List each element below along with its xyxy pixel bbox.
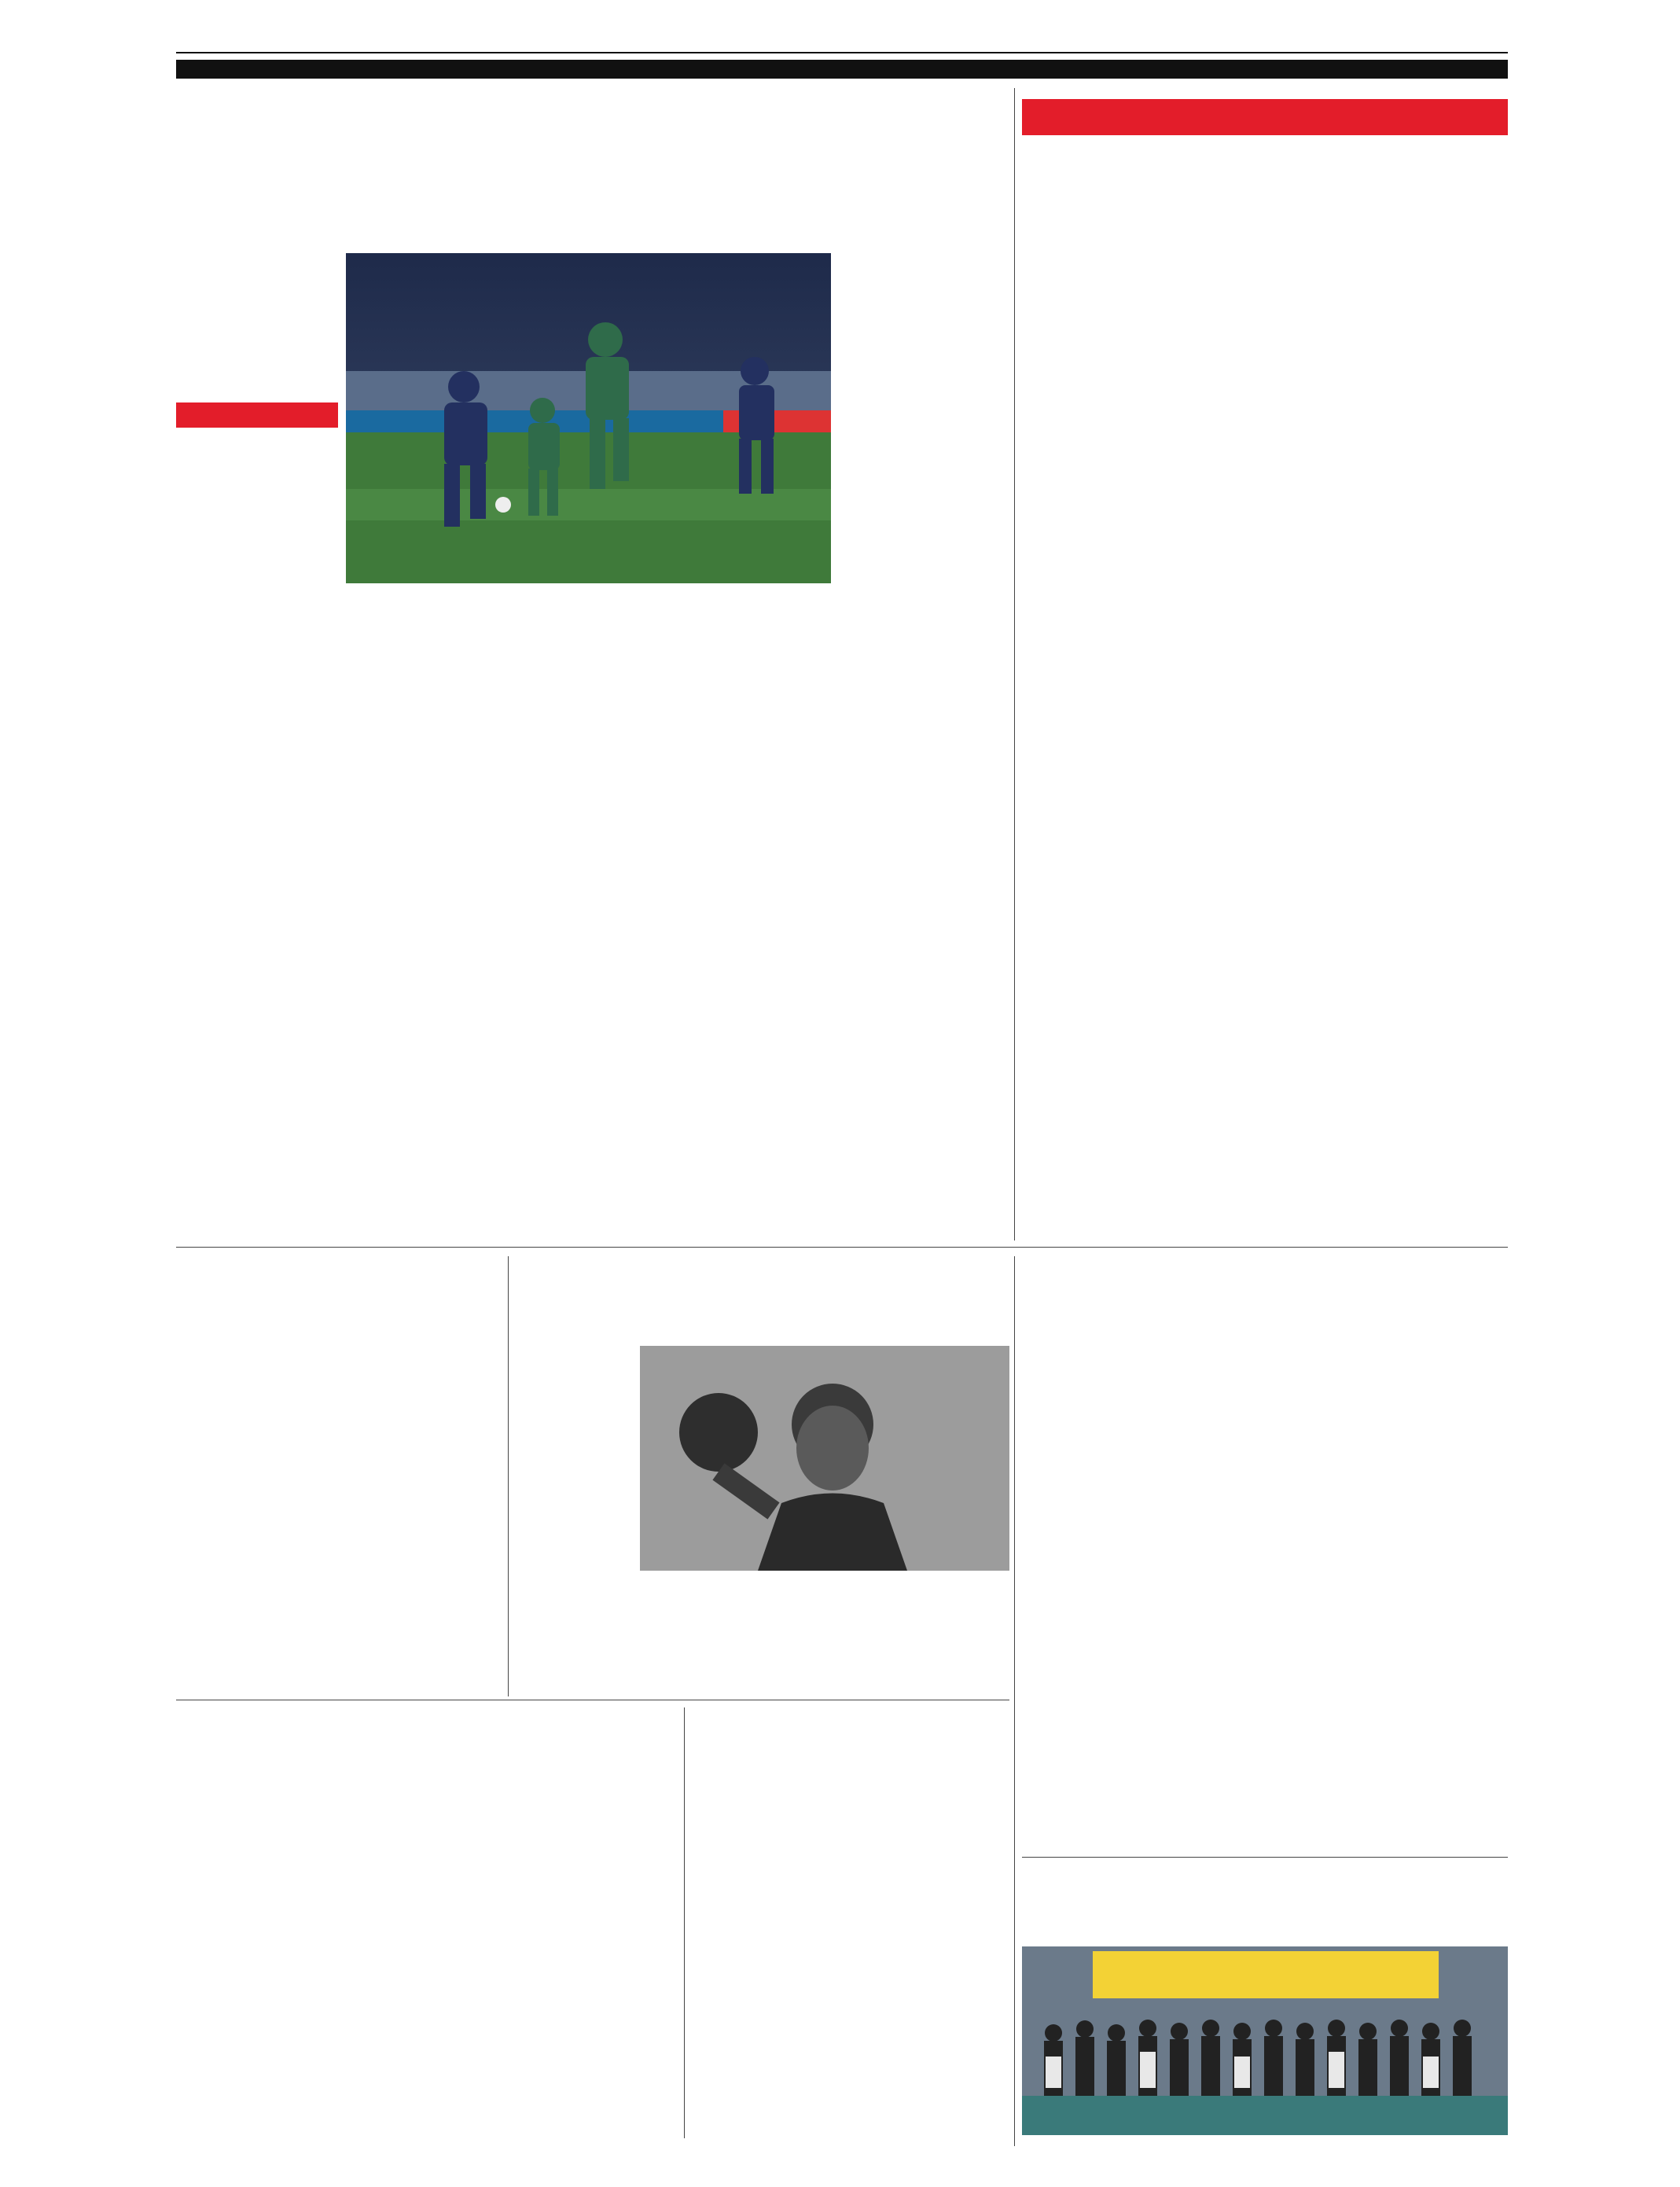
column-divider: [1014, 88, 1015, 1241]
masthead-rule: [176, 52, 1508, 53]
a7-body: [692, 1780, 1009, 2138]
a1-col1-bottom: [176, 439, 338, 1233]
a2-col3: [1349, 242, 1508, 1241]
a5-col1: [1022, 1346, 1176, 1849]
a6-col2: [343, 1786, 500, 2138]
a1-col1-top: [176, 277, 338, 402]
masthead-bar: [176, 60, 1508, 79]
a4-col1: [514, 1346, 632, 1692]
a1-col4: [593, 629, 707, 1242]
a6-col3: [509, 1786, 676, 2138]
section-divider: [176, 1247, 1508, 1248]
a5-col2: [1186, 1346, 1340, 1849]
a5-col3: [1349, 1346, 1508, 1849]
a2-section-tag: [1022, 99, 1508, 135]
a4-col2: [640, 1579, 818, 1692]
a2-col2: [1186, 242, 1340, 1241]
a1-football-photo: [346, 253, 831, 583]
column-divider: [508, 1256, 509, 1696]
a1-section-tag: [176, 402, 338, 428]
a6-col1: [176, 1786, 333, 2138]
a1-col3: [469, 629, 583, 1242]
a1-col2: [346, 629, 460, 1242]
a4-col3: [830, 1579, 1008, 1692]
column-divider: [1014, 1256, 1015, 2146]
a2-col1: [1022, 242, 1176, 1241]
a3-body: [176, 1346, 500, 1685]
a8-wushu-group-photo: [1022, 1946, 1508, 2135]
section-divider: [1022, 1857, 1508, 1858]
a1-col5: [841, 253, 1006, 1242]
a4-selvy-photo: [640, 1346, 1009, 1571]
column-divider: [684, 1707, 685, 2138]
